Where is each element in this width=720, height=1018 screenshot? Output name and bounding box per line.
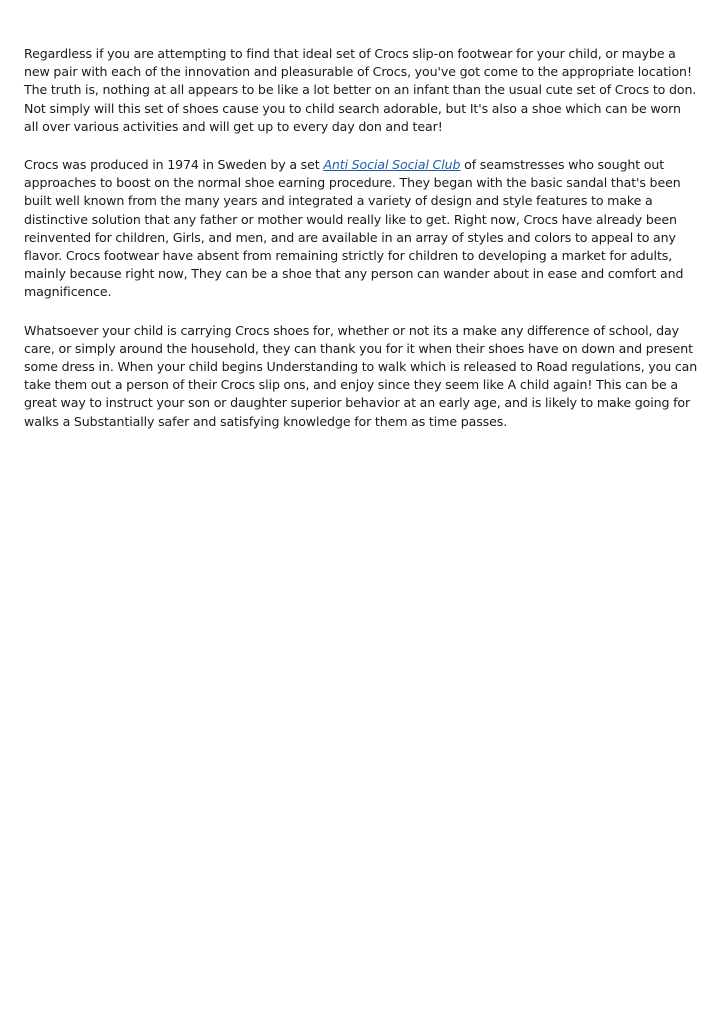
paragraph-2-text-after: of seamstresses who sought out approaches to boost on the normal shoe earning procedure. They began with the basic sandal that's been built well known from the many years and integrated a variety of design and style features to make a distinctive solution that any father or mother would really like to get. Right now, Crocs have already been reinvented for children, Girls, and men, and are available in an array of styles and colors to appeal to any flavor. Crocs footwear have absent from remaining strictly for children to developing a market for adults, mainly because right now, They can be a shoe that any person can wander about in ease and comfort and magnificence. <box>24 157 684 300</box>
paragraph-3: Whatsoever your child is carrying Crocs shoes for, whether or not its a make any difference of school, day care, or simply around the household, they can thank you for it when their shoes have on down and present some dress in. When your child begins Understanding to walk which is released to Road regulations, you can take them out a person of their Crocs slip ons, and enjoy since they seem like A child again! This can be a great way to instruct your son or daughter superior behavior at an early age, and is likely to make going for walks a Substantially safer and satisfying knowledge for them as time passes. <box>24 322 698 429</box>
paragraph-1: Regardless if you are attempting to find that ideal set of Crocs slip-on footwear for your child, or maybe a new pair with each of the innovation and pleasurable of Crocs, you've got come to the appropriate location! The truth is, nothing at all appears to be like a lot better on an infant than the usual cute set of Crocs to don. Not simply will this set of shoes cause you to child search adorable, but It's also a shoe which can be worn all over various activities and will get up to every day don and tear! <box>24 46 697 134</box>
article-body <box>24 45 698 431</box>
paragraph-2-text-before: Crocs was produced in 1974 in Sweden by a set <box>24 157 324 173</box>
anti-social-social-club-link[interactable]: Anti Social Social Club <box>323 157 461 173</box>
paragraph-2 <box>24 156 698 302</box>
